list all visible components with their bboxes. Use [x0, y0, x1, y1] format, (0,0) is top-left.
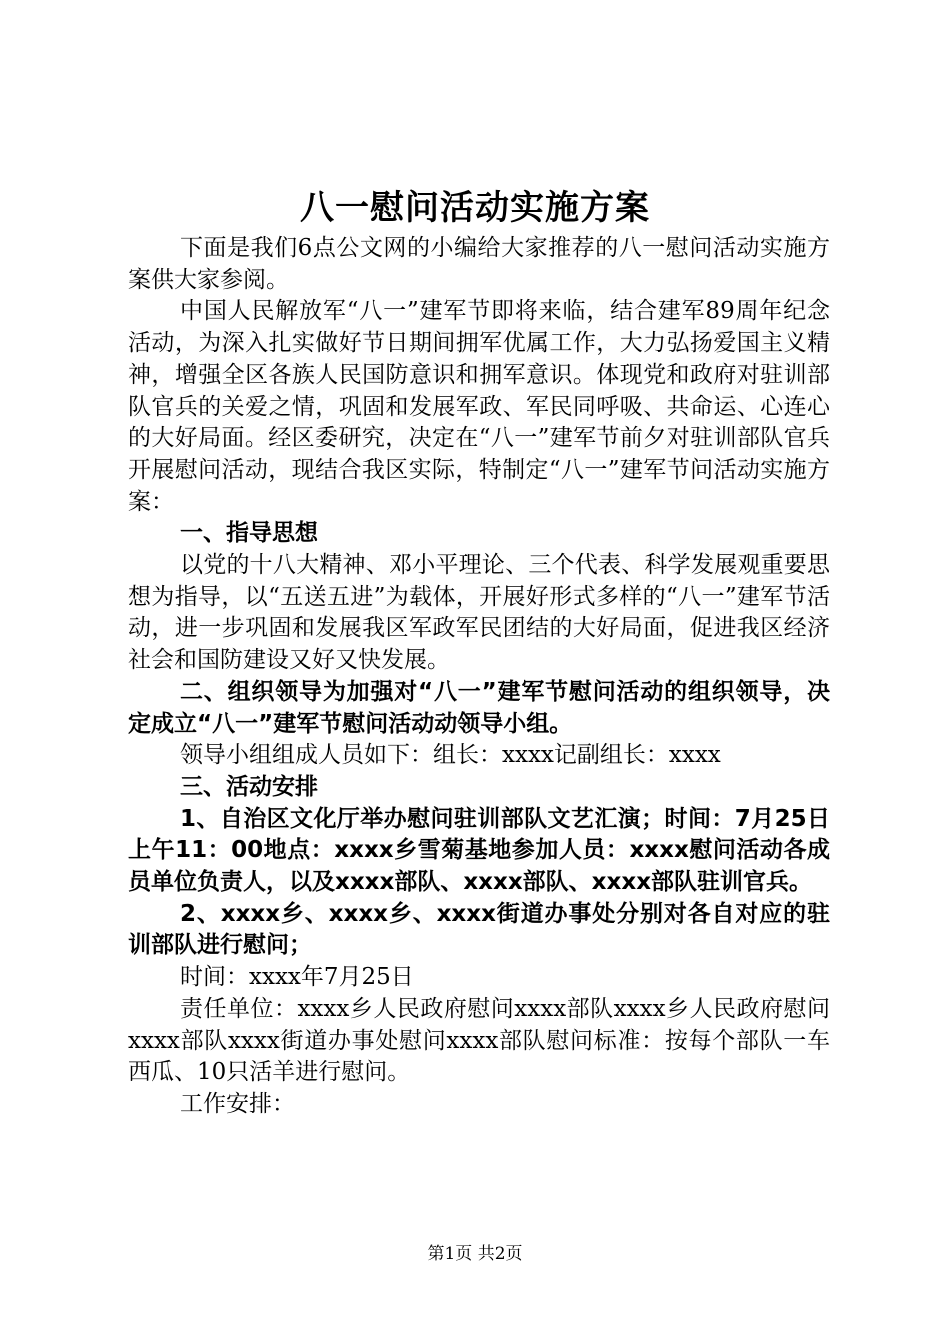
paragraph-time: 时间：xxxx年7月25日	[180, 964, 414, 991]
paragraph-leadership-members: 领导小组组成人员如下：组长：xxxx记副组长：xxxx	[180, 742, 721, 769]
paragraph-work-arrangement: 工作安排：	[180, 1090, 295, 1117]
heading-organization-leadership: 二、组织领导为加强对“八一”建军节慰问活动的组织领导，决定成立“八一”建军节慰问活动动领导小组。	[128, 678, 830, 737]
paragraph-intro: 下面是我们6点公文网的小编给大家推荐的八一慰问活动实施方案供大家参阅。	[128, 235, 830, 293]
page-footer: 第1页 共2页	[427, 1244, 523, 1264]
heading-guiding-ideology: 一、指导思想	[180, 520, 318, 547]
document-body	[128, 233, 830, 1121]
heading-activity-arrangement: 三、活动安排	[180, 773, 318, 800]
paragraph-responsible-units: 责任单位：xxxx乡人民政府慰问xxxx部队xxxx乡人民政府慰问xxxx部队xxxx街道办事处慰问xxxx部队慰问标准：按每个部队一车西瓜、10只活羊进行慰问。	[128, 995, 830, 1086]
paragraph-guiding-ideology: 以党的十八大精神、邓小平理论、三个代表、科学发展观重要思想为指导，以“五送五进”为载体，开展好形式多样的“八一”建军节活动，进一步巩固和发展我区军政军民团结的大好局面，促进我区经济社会和国防建设又好又快发展。	[128, 552, 830, 674]
document-title: 八一慰问活动实施方案	[300, 188, 650, 228]
paragraph-activity-2: 2、xxxx乡、xxxx乡、xxxx街道办事处分别对各自对应的驻训部队进行慰问；	[128, 900, 830, 959]
paragraph-background: 中国人民解放军“八一”建军节即将来临，结合建军89周年纪念活动，为深入扎实做好节日期间拥军优属工作，大力弘扬爱国主义精神，增强全区各族人民国防意识和拥军意识。体现党和政府对驻训部队官兵的关爱之情，巩固和发展军政、军民同呼吸、共命运、心连心的大好局面。经区委研究，决定在“八一”建军节前夕对驻训部队官兵开展慰问活动，现结合我区实际，特制定“八一”建军节问活动实施方案：	[128, 298, 830, 515]
paragraph-activity-1: 1、自治区文化厅举办慰问驻训部队文艺汇演；时间：7月25日上午11：00地点：xxxx乡雪菊基地参加人员：xxxx慰问活动各成员单位负责人，以及xxxx部队、xxxx部队、xxxx部队驻训官兵。	[128, 805, 830, 896]
